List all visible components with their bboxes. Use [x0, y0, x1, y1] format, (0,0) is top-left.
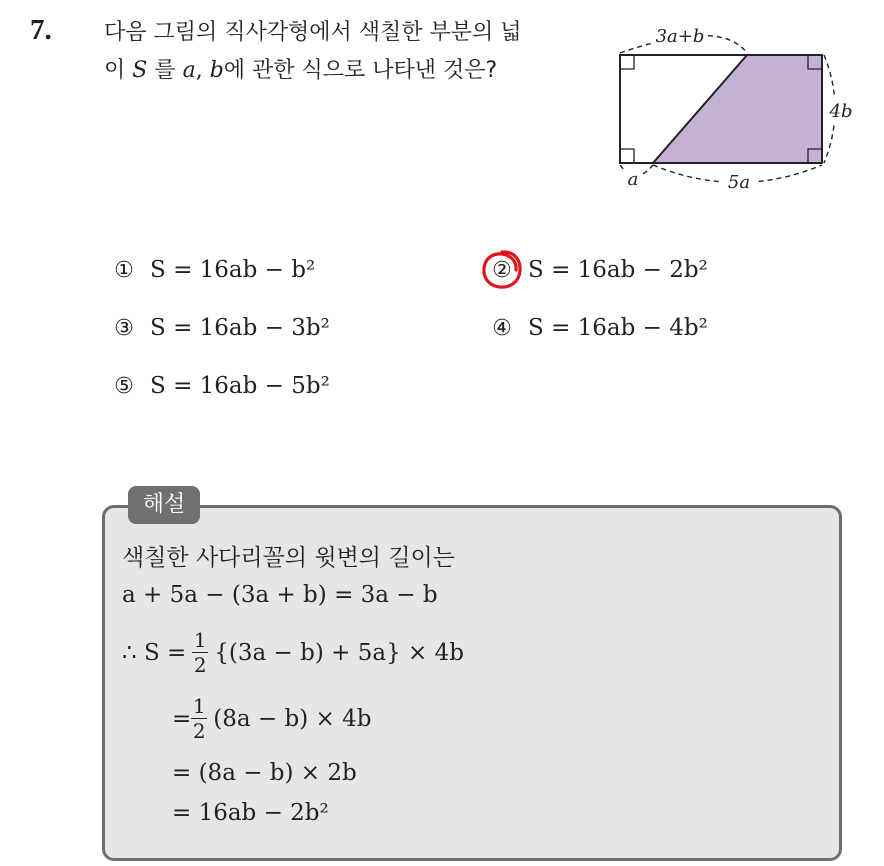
choice-3[interactable]: [112, 308, 330, 348]
solution-line-3-suffix: (8a − b) × 4b: [213, 705, 372, 732]
fraction-one-half-2: [191, 694, 207, 743]
question-prefix: 이: [104, 58, 133, 83]
question-line-1: 다음 그림의 직사각형에서 색칠한 부분의 넓: [104, 20, 522, 45]
solution-line-2-suffix: {(3a − b) + 5a} × 4b: [214, 639, 464, 666]
variable-b: b: [209, 58, 224, 83]
fraction-numerator: 1: [192, 694, 206, 718]
choice-5[interactable]: [112, 366, 330, 406]
rectangle-figure: [600, 18, 868, 198]
label-height: 4b: [829, 101, 853, 122]
solution-tag: 해설: [128, 486, 200, 524]
choice-number-1: ①: [114, 257, 134, 283]
choice-formula-1: S = 16ab − b²: [150, 257, 316, 283]
fraction-numerator: 1: [193, 628, 207, 652]
solution-line-1: [122, 582, 438, 608]
answer-choices: [112, 250, 792, 420]
right-angle-mark-tl: [620, 55, 634, 69]
fraction-denominator: 2: [193, 653, 207, 677]
solution-line-2-prefix: ∴ S =: [122, 639, 187, 666]
fraction-denominator: 2: [192, 719, 206, 743]
solution-line-5-text: = 16ab − 2b²: [172, 800, 329, 826]
variable-s: S: [132, 58, 148, 83]
solution-line-1-text: a + 5a − (3a + b) = 3a − b: [122, 582, 438, 608]
variable-a: a: [182, 58, 196, 83]
label-bottom-right: 5a: [727, 172, 751, 193]
fraction-one-half-1: [192, 628, 208, 677]
question-particle: 를: [147, 58, 183, 83]
choice-1[interactable]: [112, 250, 315, 290]
question-line-2: [104, 52, 604, 90]
solution-intro: 색칠한 사다리꼴의 윗변의 길이는: [122, 545, 455, 571]
solution-line-2: [122, 628, 464, 677]
choice-formula-5: S = 16ab − 5b²: [150, 373, 330, 399]
solution-line-4: [172, 760, 357, 786]
choice-formula-2: S = 16ab − 2b²: [528, 257, 708, 283]
choice-formula-3: S = 16ab − 3b²: [150, 315, 330, 341]
solution-line-3: [172, 694, 371, 743]
choice-4[interactable]: [490, 308, 708, 348]
problem-number: 7.: [30, 14, 52, 46]
solution-line-3-prefix: =: [172, 705, 192, 732]
label-bottom-left: a: [627, 169, 639, 190]
right-angle-mark-bl: [620, 149, 634, 163]
solution-line-4-text: = (8a − b) × 2b: [172, 760, 357, 786]
question-suffix: 에 관한 식으로 나타낸 것은?: [223, 58, 498, 83]
choice-number-5: ⑤: [114, 373, 134, 399]
choice-number-2-glyph: ②: [492, 257, 512, 283]
label-top-width: 3a+b: [655, 26, 705, 47]
question-text: [104, 14, 604, 90]
question-comma: ,: [195, 58, 210, 83]
choice-formula-4: S = 16ab − 4b²: [528, 315, 708, 341]
choice-number-4: ④: [492, 315, 512, 341]
choice-number-3: ③: [114, 315, 134, 341]
solution-line-5: [172, 800, 329, 826]
shaded-trapezoid: [653, 55, 822, 163]
choice-2[interactable]: [490, 250, 708, 290]
choice-number-2: [490, 258, 514, 283]
